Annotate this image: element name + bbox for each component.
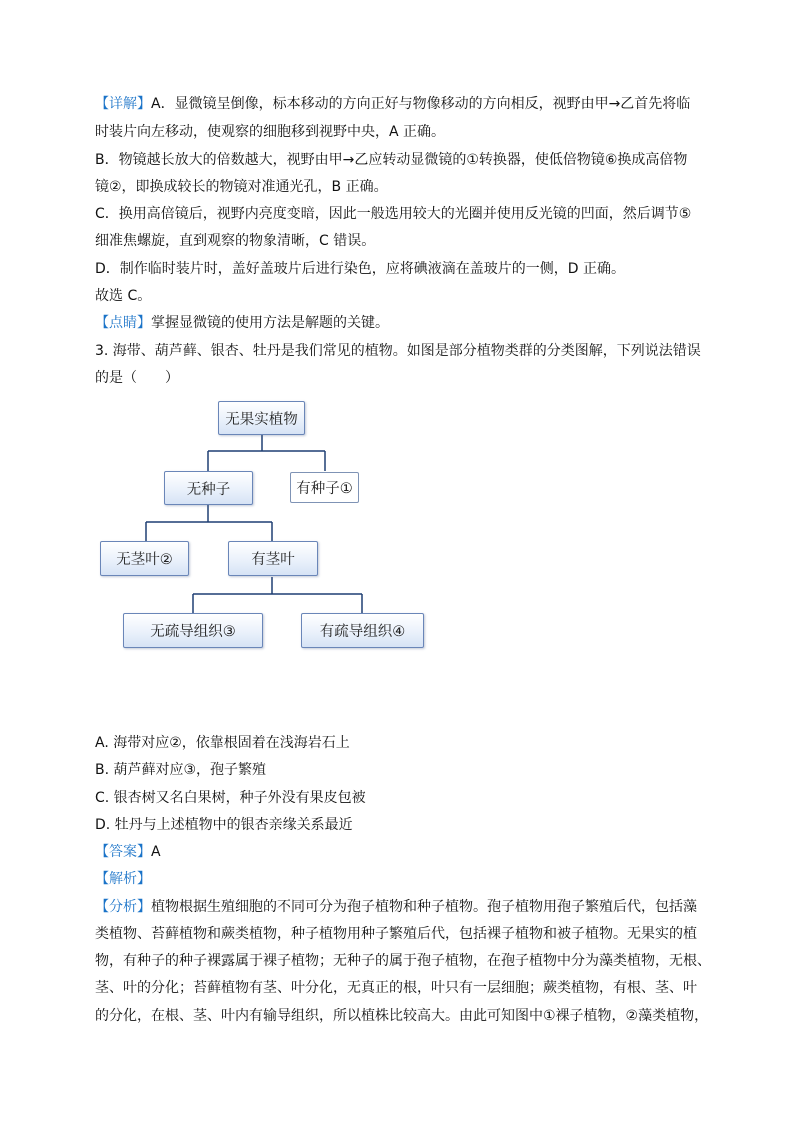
detail-text-1: A．显微镜呈倒像，标本移动的方向正好与物像移动的方向相反，视野由甲→乙首先将临 <box>151 96 691 112</box>
detail-line-3: B．物镜越长放大的倍数越大，视野由甲→乙应转动显微镜的①转换器，使低倍物镜⑥换成高倍物 <box>95 152 688 168</box>
analysis-sub-tag: 【分析】 <box>95 899 151 915</box>
detail-line-5: C．换用高倍镜后，视野内亮度变暗，因此一般选用较大的光圈并使用反光镜的凹面，然后调节⑤ <box>95 206 692 222</box>
detail-line-7: D．制作临时装片时，盖好盖玻片后进行染色，应将碘液滴在盖玻片的一侧，D 正确。 <box>95 261 626 277</box>
node-no-stem-leaf: 无茎叶② <box>100 541 189 576</box>
node-no-fruit-plants: 无果实植物 <box>218 401 305 435</box>
tip-tag: 【点睛】 <box>95 315 151 331</box>
analysis-heading <box>95 869 151 889</box>
analysis-tag: 【解析】 <box>95 871 151 887</box>
detail-tag: 【详解】 <box>95 96 151 112</box>
analysis-line-1 <box>95 897 697 917</box>
analysis-line-3: 物，有种子的种子裸露属于裸子植物；无种子的属于孢子植物，在孢子植物中分为藻类植物，无根、 <box>95 953 711 969</box>
analysis-line-5: 的分化，在根、茎、叶内有输导组织，所以植株比较高大。由此可知图中①裸子植物，②藻类植物， <box>95 1008 709 1024</box>
conclusion-line: 故选 C。 <box>95 288 152 304</box>
question-3-line-1: 3. 海带、葫芦藓、银杏、牡丹是我们常见的植物。如图是部分植物类群的分类图解，下列说法错误 <box>95 343 701 359</box>
tip-text: 掌握显微镜的使用方法是解题的关键。 <box>151 315 389 331</box>
answer-line <box>95 842 161 862</box>
answer-value: A <box>151 844 161 860</box>
option-a: A. 海带对应②，依靠根固着在浅海岩石上 <box>95 735 350 751</box>
analysis-line-4: 茎、叶的分化；苔藓植物有茎、叶分化，无真正的根，叶只有一层细胞；蕨类植物，有根、茎、叶 <box>95 980 697 996</box>
node-no-seed: 无种子 <box>164 471 253 505</box>
node-has-stem-leaf: 有茎叶 <box>228 541 318 576</box>
detail-line-4: 镜②，即换成较长的物镜对准通光孔，B 正确。 <box>95 179 388 195</box>
option-b: B. 葫芦藓对应③，孢子繁殖 <box>95 762 267 778</box>
node-no-vascular: 无疏导组织③ <box>123 613 263 648</box>
question-3-line-2: 的是（ ） <box>95 370 179 386</box>
node-has-vascular: 有疏导组织④ <box>301 613 424 648</box>
analysis-text-1: 植物根据生殖细胞的不同可分为孢子植物和种子植物。孢子植物用孢子繁殖后代，包括藻 <box>151 899 697 915</box>
detail-line-2: 时装片向左移动，使观察的细胞移到视野中央，A 正确。 <box>95 124 446 140</box>
analysis-line-2: 类植物、苔藓植物和蕨类植物，种子植物用种子繁殖后代，包括裸子植物和被子植物。无果实的植 <box>95 926 697 942</box>
node-has-seed: 有种子① <box>290 472 359 503</box>
detail-line-6: 细准焦螺旋，直到观察的物象清晰，C 错误。 <box>95 233 376 249</box>
option-c: C. 银杏树又名白果树，种子外没有果皮包被 <box>95 790 366 806</box>
option-d: D. 牡丹与上述植物中的银杏亲缘关系最近 <box>95 817 353 833</box>
answer-tag: 【答案】 <box>95 844 151 860</box>
